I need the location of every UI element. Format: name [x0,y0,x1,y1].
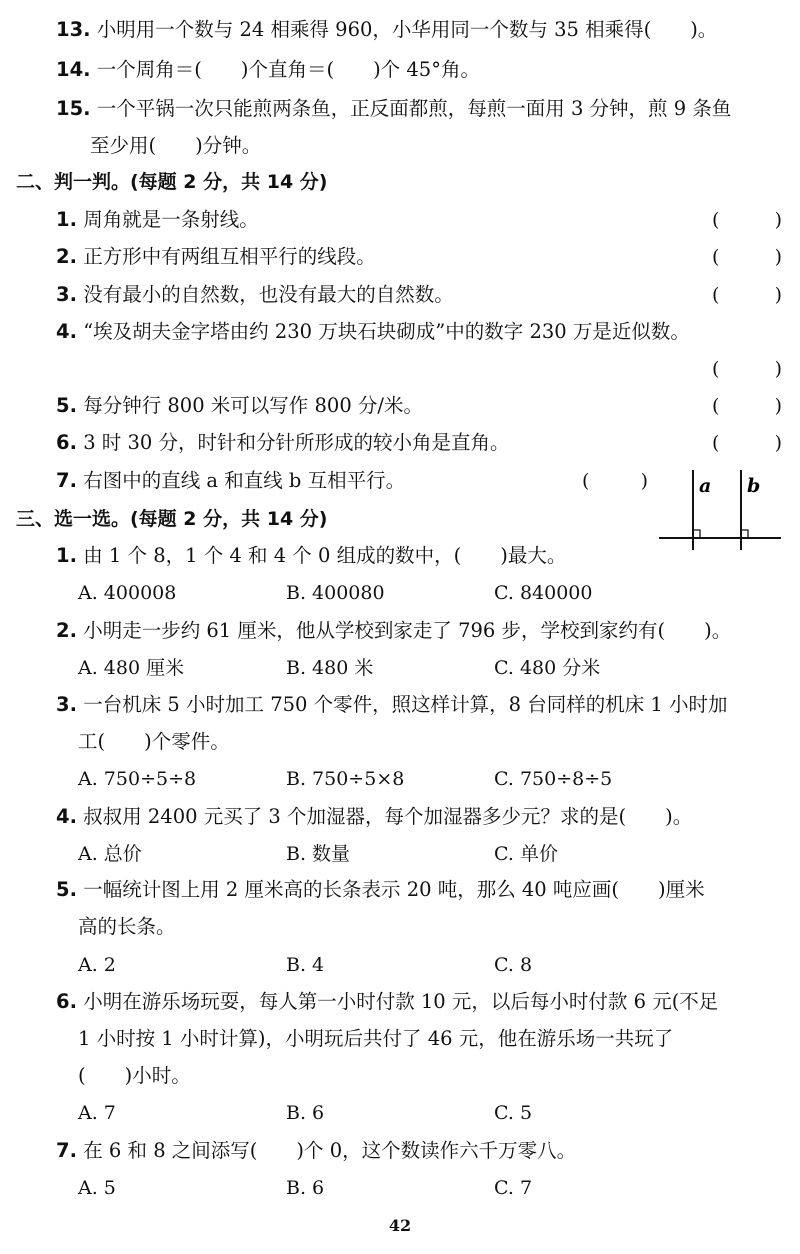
question-number: 6. [56,990,77,1013]
section-3-title: 三、选一选。(每题 2 分，共 14 分) [16,508,328,530]
option-b[interactable]: B. 400080 [286,582,385,604]
question-number: 5. [56,394,77,417]
judge-item-5 [56,392,423,420]
judge-item-7 [56,467,405,495]
question-number: 4. [56,805,77,828]
choice-item-1 [56,542,566,570]
choice-item-6-continued-2: ( )小时。 [78,1064,191,1087]
question-text: 小明走一步约 61 厘米，他从学校到家走了 796 步，学校到家约有( )。 [83,619,732,642]
question-number: 2. [56,245,77,268]
option-a[interactable]: A. 2 [78,954,116,976]
option-b[interactable]: B. 4 [286,954,325,976]
question-13 [56,16,717,44]
choice-item-7 [56,1137,576,1165]
option-c[interactable]: C. 单价 [494,843,558,865]
question-number: 5. [56,878,77,901]
question-number: 4. [56,320,77,343]
option-a[interactable]: A. 750÷5÷8 [78,768,197,790]
question-text: 一个平锅一次只能煎两条鱼，正反面都煎，每煎一面用 3 分钟，煎 9 条鱼 [96,97,732,120]
paren-close: ) [774,432,782,454]
judge-item-4 [56,318,690,346]
label-a: a [699,475,712,497]
choice-item-5-continued: 高的长条。 [78,915,176,938]
choice-item-3 [56,691,728,719]
question-text: 周角就是一条射线。 [83,208,259,231]
question-number: 6. [56,431,77,454]
question-text: “埃及胡夫金字塔由约 230 万块石块砌成”中的数字 230 万是近似数。 [83,320,690,343]
question-text: 每分钟行 800 米可以写作 800 分/米。 [83,394,423,417]
question-text: 正方形中有两组互相平行的线段。 [83,245,376,268]
option-a[interactable]: A. 总价 [78,843,142,865]
option-b[interactable]: B. 数量 [286,843,351,865]
option-a[interactable]: A. 7 [78,1102,116,1124]
question-text: 在 6 和 8 之间添写( )个 0，这个数读作六千万零八。 [83,1139,577,1162]
question-text: 没有最小的自然数，也没有最大的自然数。 [83,283,454,306]
paren-close: ) [774,246,782,268]
judge-item-3 [56,281,454,309]
option-b[interactable]: B. 750÷5×8 [286,768,405,790]
right-angle-mark-a [693,530,700,538]
choice-item-5 [56,876,705,904]
option-c[interactable]: C. 5 [494,1102,533,1124]
option-c[interactable]: C. 750÷8÷5 [494,768,613,790]
question-text: 由 1 个 8，1 个 4 和 4 个 0 组成的数中，( )最大。 [83,544,567,567]
answer-parens[interactable] [712,281,782,309]
paren-open: ( [582,470,590,492]
question-number: 1. [56,544,77,567]
option-c[interactable]: C. 480 分米 [494,657,601,679]
option-b[interactable]: B. 480 米 [286,657,374,679]
paren-close: ) [774,395,782,417]
right-angle-mark-b [741,530,748,538]
question-text: 3 时 30 分，时针和分针所形成的较小角是直角。 [83,431,510,454]
choice-item-4 [56,803,692,831]
choice-item-3-continued: 工( )个零件。 [78,730,230,753]
page-number: 42 [388,1216,412,1235]
section-2-title: 二、判一判。(每题 2 分，共 14 分) [16,171,328,193]
question-text: 小明用一个数与 24 相乘得 960，小华用同一个数与 35 相乘得( )。 [96,18,718,41]
option-b[interactable]: B. 6 [286,1177,325,1199]
choice-item-6 [56,988,718,1016]
judge-item-2 [56,243,376,271]
paren-close: ) [640,470,648,492]
option-c[interactable]: C. 7 [494,1177,533,1199]
option-a[interactable]: A. 480 厘米 [78,657,185,679]
question-15-continued: 至少用( )分钟。 [90,134,262,157]
parallel-lines-figure [655,466,785,556]
question-number: 7. [56,1139,77,1162]
question-text: 右图中的直线 a 和直线 b 互相平行。 [83,469,406,492]
answer-parens[interactable] [712,429,782,457]
answer-parens[interactable] [712,243,782,271]
question-text: 一个周角＝( )个直角＝( )个 45°角。 [96,58,480,81]
question-text: 一台机床 5 小时加工 750 个零件，照这样计算，8 台同样的机床 1 小时加 [83,693,728,716]
paren-open: ( [712,395,720,417]
paren-open: ( [712,209,720,231]
judge-item-1 [56,206,259,234]
question-number: 7. [56,469,77,492]
question-number: 3. [56,693,77,716]
paren-open: ( [712,432,720,454]
paren-close: ) [774,209,782,231]
question-number: 2. [56,619,77,642]
option-c[interactable]: C. 840000 [494,582,593,604]
question-text: 小明在游乐场玩耍，每人第一小时付款 10 元，以后每小时付款 6 元(不足 [83,990,719,1013]
option-b[interactable]: B. 6 [286,1102,325,1124]
paren-close: ) [774,284,782,306]
question-number: 15. [56,97,91,120]
paren-open: ( [712,246,720,268]
answer-parens[interactable] [712,392,782,420]
question-15 [56,95,731,123]
paren-open: ( [712,358,720,380]
question-14 [56,56,480,84]
answer-parens[interactable] [712,355,782,383]
paren-close: ) [774,358,782,380]
question-number: 1. [56,208,77,231]
question-number: 13. [56,18,91,41]
judge-item-6 [56,429,510,457]
option-c[interactable]: C. 8 [494,954,533,976]
question-text: 叔叔用 2400 元买了 3 个加湿器，每个加湿器多少元？求的是( )。 [83,805,693,828]
option-a[interactable]: A. 400008 [78,582,177,604]
label-b: b [747,475,761,497]
question-number: 3. [56,283,77,306]
answer-parens[interactable] [712,206,782,234]
paren-open: ( [712,284,720,306]
choice-item-6-continued: 1 小时按 1 小时计算)，小明玩后共付了 46 元，他在游乐场一共玩了 [78,1027,674,1050]
question-text: 一幅统计图上用 2 厘米高的长条表示 20 吨，那么 40 吨应画( )厘米 [83,878,705,901]
choice-item-2 [56,617,731,645]
answer-parens[interactable] [582,467,648,495]
option-a[interactable]: A. 5 [78,1177,116,1199]
question-number: 14. [56,58,91,81]
